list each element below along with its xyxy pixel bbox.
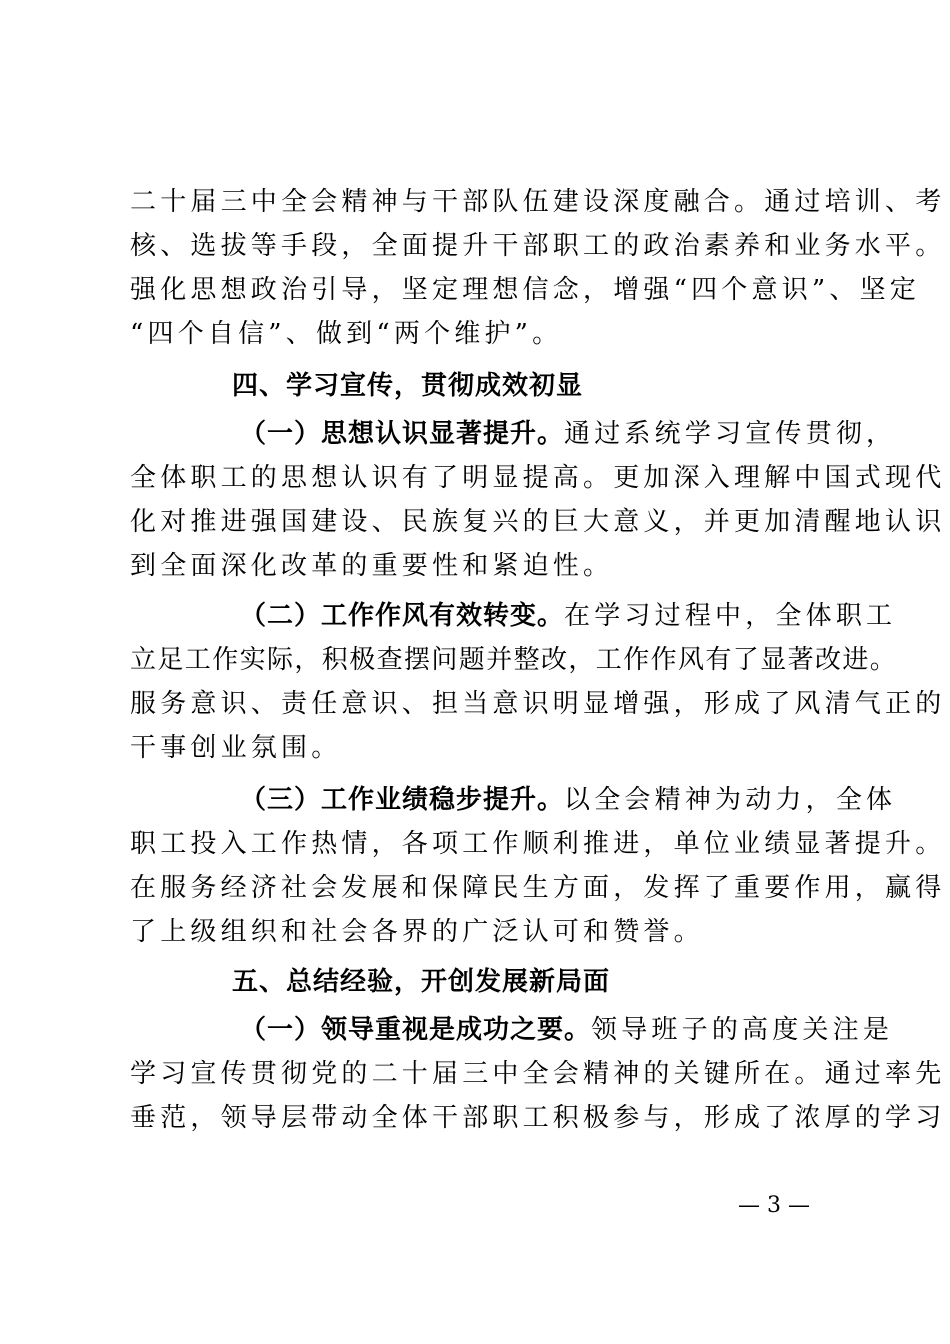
section-heading: 五、总结经验，开创发展新局面 [232,967,611,997]
body-text: 通过系统学习宣传贯彻， [564,419,897,449]
body-text-line: 干事创业氛围。 [130,733,342,763]
body-text: 在学习过程中，全体职工 [564,601,897,631]
body-text-line: 在服务经济社会发展和保障民生方面，发挥了重要作用，赢得 [130,873,946,903]
body-text-line: “四个自信”、做到“两个维护”。 [130,319,563,349]
subsection-first-line [240,418,897,450]
section-heading: 四、学习宣传，贯彻成效初显 [232,371,584,401]
body-text-line: 职工投入工作热情，各项工作顺利推进，单位业绩显著提升。 [130,829,946,859]
body-text-line: 了上级组织和社会各界的广泛认可和赞誉。 [130,917,704,947]
subsection-title: （一）思想认识显著提升。 [240,419,565,449]
body-text-line: 核、选拔等手段，全面提升干部职工的政治素养和业务水平。 [130,231,946,261]
body-text-line: 强化思想政治引导，坚定理想信念，增强“四个意识”、坚定 [130,275,920,305]
body-text-line: 到全面深化改革的重要性和紧迫性。 [130,551,614,581]
subsection-title: （二）工作作风有效转变。 [240,601,565,631]
subsection-first-line [240,600,897,632]
subsection-first-line [240,1014,894,1046]
body-text-line: 化对推进强国建设、民族复兴的巨大意义，并更加清醒地认识 [130,507,946,537]
subsection-title: （一）领导重视是成功之要。 [240,1015,592,1045]
page-number: — 3 — [738,1193,810,1218]
body-text-line: 服务意识、责任意识、担当意识明显增强，形成了风清气正的 [130,689,946,719]
subsection-title: （三）工作业绩稳步提升。 [240,785,565,815]
body-text-line: 全体职工的思想认识有了明显提高。更加深入理解中国式现代 [130,463,946,493]
body-text-line: 立足工作实际，积极查摆问题并整改，工作作风有了显著改进。 [130,645,898,675]
body-text: 领导班子的高度关注是 [591,1015,894,1045]
subsection-first-line [240,784,897,816]
body-text-line: 垂范，领导层带动全体干部职工积极参与，形成了浓厚的学习 [130,1103,946,1133]
body-text: 以全会精神为动力，全体 [564,785,897,815]
body-text-line: 学习宣传贯彻党的二十届三中全会精神的关键所在。通过率先 [130,1059,946,1089]
body-text-line: 二十届三中全会精神与干部队伍建设深度融合。通过培训、考 [130,187,946,217]
